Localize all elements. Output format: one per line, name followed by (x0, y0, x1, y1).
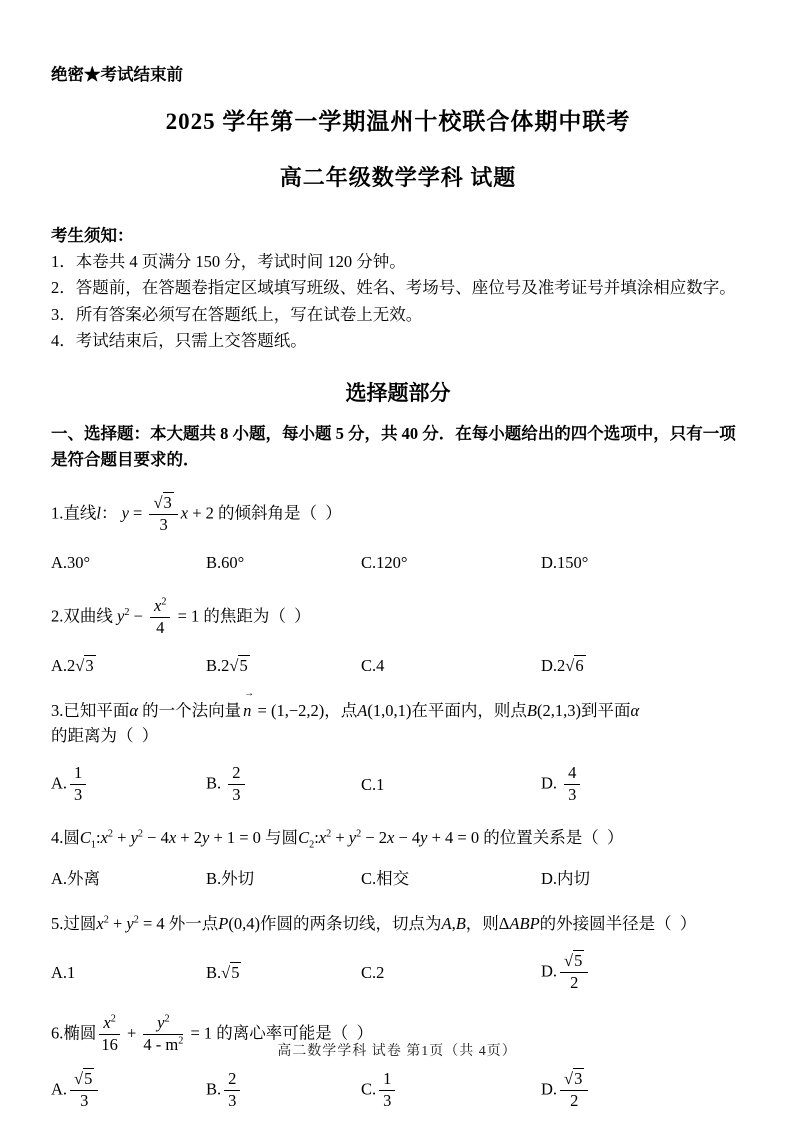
notice-item: 2．答题前，在答题卷指定区域填写班级、姓名、考场号、座位号及准考证号并填涂相应数字。 (51, 278, 736, 298)
question-stem: 6.椭圆 $\frac{x^2}{16}$ + $\frac{y^2}{4 - m^2}$ = 1 的离心率可能是（ ） (51, 1012, 374, 1054)
notice-list (51, 249, 745, 355)
question-block (51, 494, 745, 576)
question-list (51, 494, 745, 1110)
section-title: 选择题部分 (345, 380, 451, 405)
notice-item: 4．考试结束后，只需上交答题纸。 (51, 331, 307, 351)
option: A.1 (51, 962, 76, 982)
option: A. $\frac{√5}{3}$ (51, 1070, 206, 1111)
option: C.4 (361, 655, 385, 675)
exam-title: 2025 学年第一学期温州十校联合体期中联考 (165, 108, 631, 134)
option: C.120° (361, 553, 408, 573)
option: B.60° (206, 553, 245, 573)
options-row (51, 550, 745, 576)
question-stem: 2.双曲线 $y^2$ − $\frac{x^2}{4}$ = 1 的焦距为（ ） (51, 595, 311, 637)
option: B.外切 (206, 868, 255, 888)
question-stem: 1.直线l： y = $\frac{√3}{3}$ x + 2 的倾斜角是（ ） (51, 493, 342, 535)
option: C. $\frac{1}{3}$ (361, 1070, 541, 1111)
option: B. $\frac{2}{3}$ (206, 764, 361, 805)
exam-subtitle: 高二年级数学学科 试题 (279, 165, 517, 191)
option: D.内切 (541, 868, 591, 888)
option: A.外离 (51, 868, 101, 888)
option: C.相交 (361, 868, 410, 888)
options-row (51, 866, 745, 892)
notice-item: 1．本卷共 4 页满分 150 分，考试时间 120 分钟。 (51, 251, 406, 271)
option: B.√5 (206, 962, 240, 982)
question-block (51, 597, 745, 679)
option: D.2√6 (541, 655, 584, 675)
option: D. $\frac{√3}{2}$ (541, 1070, 745, 1111)
question-block (51, 826, 745, 891)
question-stem: 3.已知平面α 的一个法向量 → n = (1,−2,2)，点A(1,0,1)在平面内，则点B(2,1,3)到平面α 的距离为（ ） (51, 688, 640, 746)
notice-item: 3．所有答案必须写在答题纸上，写在试卷上无效。 (51, 304, 423, 324)
option: D. $\frac{√5}{2}$ (541, 952, 745, 993)
options-row (51, 952, 745, 993)
options-row (51, 1070, 745, 1111)
options-row (51, 653, 745, 679)
option: B.2√5 (206, 655, 248, 675)
section-intro: 一、选择题：本大题共 8 小题，每小题 5 分，共 40 分．在每小题给出的四个选项中，只有一项是符合题目要求的． (51, 424, 736, 470)
notice-heading: 考生须知： (51, 226, 134, 246)
classification-label: 绝密★考试结束前 (51, 65, 183, 84)
page-footer: 高二数学学科 试卷 第1页（共 4页） (277, 1044, 517, 1060)
option: B. $\frac{2}{3}$ (206, 1070, 361, 1111)
question-stem: 4.圆$C_1:x^2 + y^2 - 4x + 2y + 1 = 0$ 与圆$C_2:x^2 + y^2 - 2x - 4y + 4 = 0$ 的位置关系是（ ） (51, 827, 624, 851)
option: D. $\frac{4}{3}$ (541, 764, 745, 805)
option: A.2√3 (51, 655, 94, 675)
option: C.2 (361, 962, 385, 982)
question-stem: 5.过圆$x^2 + y^2 = 4$ 外一点P(0,4)作圆的两条切线，切点为A,B，则ΔABP的外接圆半径是（ ） (51, 914, 697, 934)
option: A. $\frac{1}{3}$ (51, 764, 206, 805)
options-row (51, 764, 745, 805)
option: A.30° (51, 553, 91, 573)
question-block (51, 688, 745, 804)
question-block (51, 912, 745, 993)
option: D.150° (541, 553, 589, 573)
option: C.1 (361, 774, 385, 794)
